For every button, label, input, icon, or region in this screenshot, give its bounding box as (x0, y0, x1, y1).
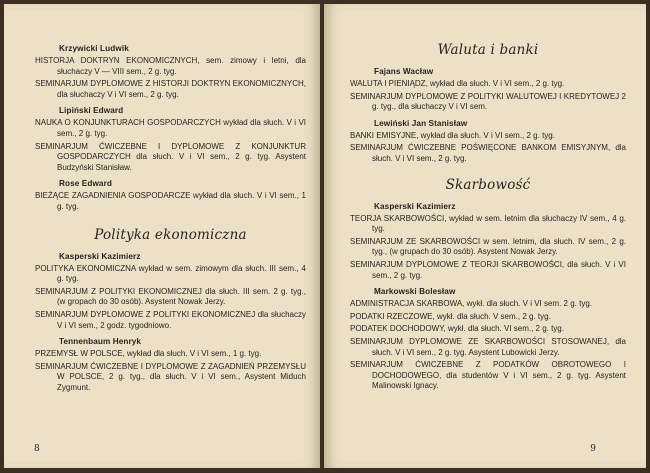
author-name: Tennenbaum Henryk (59, 337, 142, 347)
right-page-content (350, 42, 626, 392)
course-entry: SEMINARJUM Z POLITYKI EKONOMICZNEJ dla słuch. III sem. 2 g. tyg., (w gropach do 30 osób). Asystent Nowak Jerzy. (35, 286, 306, 307)
course-entry: TEORJA SKARBOWOŚCI, wykład w sem. letnim dla słuchaczy IV sem., 4 g. tyg. (350, 213, 626, 234)
left-page (4, 4, 320, 468)
course-entry: BIEŻĄCE ZAGADNIENIA GOSPODARCZE wykład dla słuch. V i VI sem., 1 g. tyg. (35, 191, 306, 211)
course-entry: PODATKI RZECZOWE, wykł. dla słuch. V sem., 2 g. tyg. (350, 311, 551, 321)
author-name: Lipiński Edward (59, 106, 124, 116)
course-entry: WALUTA I PIENIĄDZ, wykład dla słuch. V i VI sem., 2 g. tyg. (350, 79, 565, 88)
author-name: Kasperski Kazimierz (374, 201, 456, 211)
author-name: Kasperski Kazimierz (59, 251, 141, 261)
author-name: Lewiński Jan Stanisław (374, 118, 468, 128)
course-entry: SEMINARJUM DYPLOMOWE Z POLITYKI EKONOMICZNEJ dla słuchaczy V i VI sem., 2 godz. tygodniowo. (35, 309, 306, 330)
course-entry: SEMINARJUM ZE SKARBOWOŚCI w sem. letnim, dla słuch. IV sem., 2 g. tyg., (w grupach do 30 osób). Asystent Nowak Jerzy. (350, 236, 626, 257)
section-heading: Waluta i banki (437, 42, 539, 58)
left-page-content (35, 44, 306, 393)
course-entry: ADMINISTRACJA SKARBOWA, wykł. dla słuch. V i VI sem. 2 g. tyg. (350, 299, 592, 309)
course-entry: SEMINARJUM DYPLOMOWE Z HISTORJI DOKTRYN EKONOMICZNYCH, dla słuchaczy V i VI sem., 2 g. tyg. (35, 79, 306, 99)
author-name: Markowski Bolesław (374, 287, 456, 297)
author-name: Fajans Wacław (374, 67, 434, 76)
right-page (324, 4, 646, 468)
author-name: Rose Edward (59, 179, 112, 189)
course-entry: SEMINARJUM ĆWICZEBNE I DYPLOMOWE Z ZAGADNIEŃ PRZEMYSŁU W POLSCE, 2 g. tyg., dla słuch. V i VI sem., Asystent Miduch Zygmunt. (35, 361, 306, 392)
course-entry: SEMINARJUM DYPLOMOWE Z POLITYKI WALUTOWEJ I KREDYTOWEJ 2 g. tyg., dla słuchaczy V i VI sem. (350, 91, 626, 112)
section-heading: Polityka ekonomiczna (94, 226, 247, 243)
course-entry: PRZEMYSŁ W POLSCE, wykład dla słuch. V i VI sem., 1 g. tyg. (35, 349, 262, 359)
course-entry: SEMINARJUM DYPLOMOWE ZE SKARBOWOŚCI STOSOWANEJ, dla słuch. V i VI sem., 2 g. tyg. Asystent Lubowicki Jerzy. (350, 336, 626, 357)
page-number: 8 (34, 444, 40, 454)
course-entry: PODATEK DOCHODOWY, wykł. dla słuch. VI sem., 2 g. tyg. (350, 324, 564, 334)
course-entry: SEMINARJUM ĆWICZEBNE POŚWIĘCONE BANKOM EMISYJNYM, dla słuch. V i VI sem., 2 g. tyg. (350, 143, 626, 163)
course-entry: BANKI EMISYJNE, wykład dla słuch. V i VI sem., 2 g. tyg. (350, 130, 555, 140)
page-number: 9 (590, 444, 596, 454)
course-entry: SEMINARJUM ĆWICZEBNE Z PODATKÓW OBROTOWEGO I DOCHODOWEGO, dla studentów V i VI sem., 2 g. tyg. Asystent Malinowski Ignacy. (350, 360, 626, 391)
author-name: Krzywicki Ludwik (59, 44, 129, 53)
course-entry: SEMINARJUM DYPLOMOWE Z TEORJI SKARBOWOŚCI, dla słuch. V i VI sem., 2 g. tyg. (350, 259, 626, 280)
section-heading: Skarbowość (445, 176, 531, 193)
course-entry: POLITYKA EKONOMICZNA wykład w sem. zimowym dla słuch. III sem., 4 g. tyg. (35, 263, 306, 284)
course-entry: HISTORJA DOKTRYN EKONOMICZNYCH, sem. zimowy i letni, dla słuchaczy V — VIII sem., 2 g. tyg. (35, 56, 306, 76)
course-entry: NAUKA O KONJUNKTURACH GOSPODARCZYCH wykład dla słuch. V i VI sem., 2 g. tyg. (35, 118, 306, 138)
course-entry: SEMINARJUM ĆWICZEBNE I DYPLOMOWE Z KONJUNKTUR GOSPODARCZYCH dla słuch. V i VI sem., 2 g. tyg. Asystent Budzyński Stanisław. (35, 141, 306, 172)
